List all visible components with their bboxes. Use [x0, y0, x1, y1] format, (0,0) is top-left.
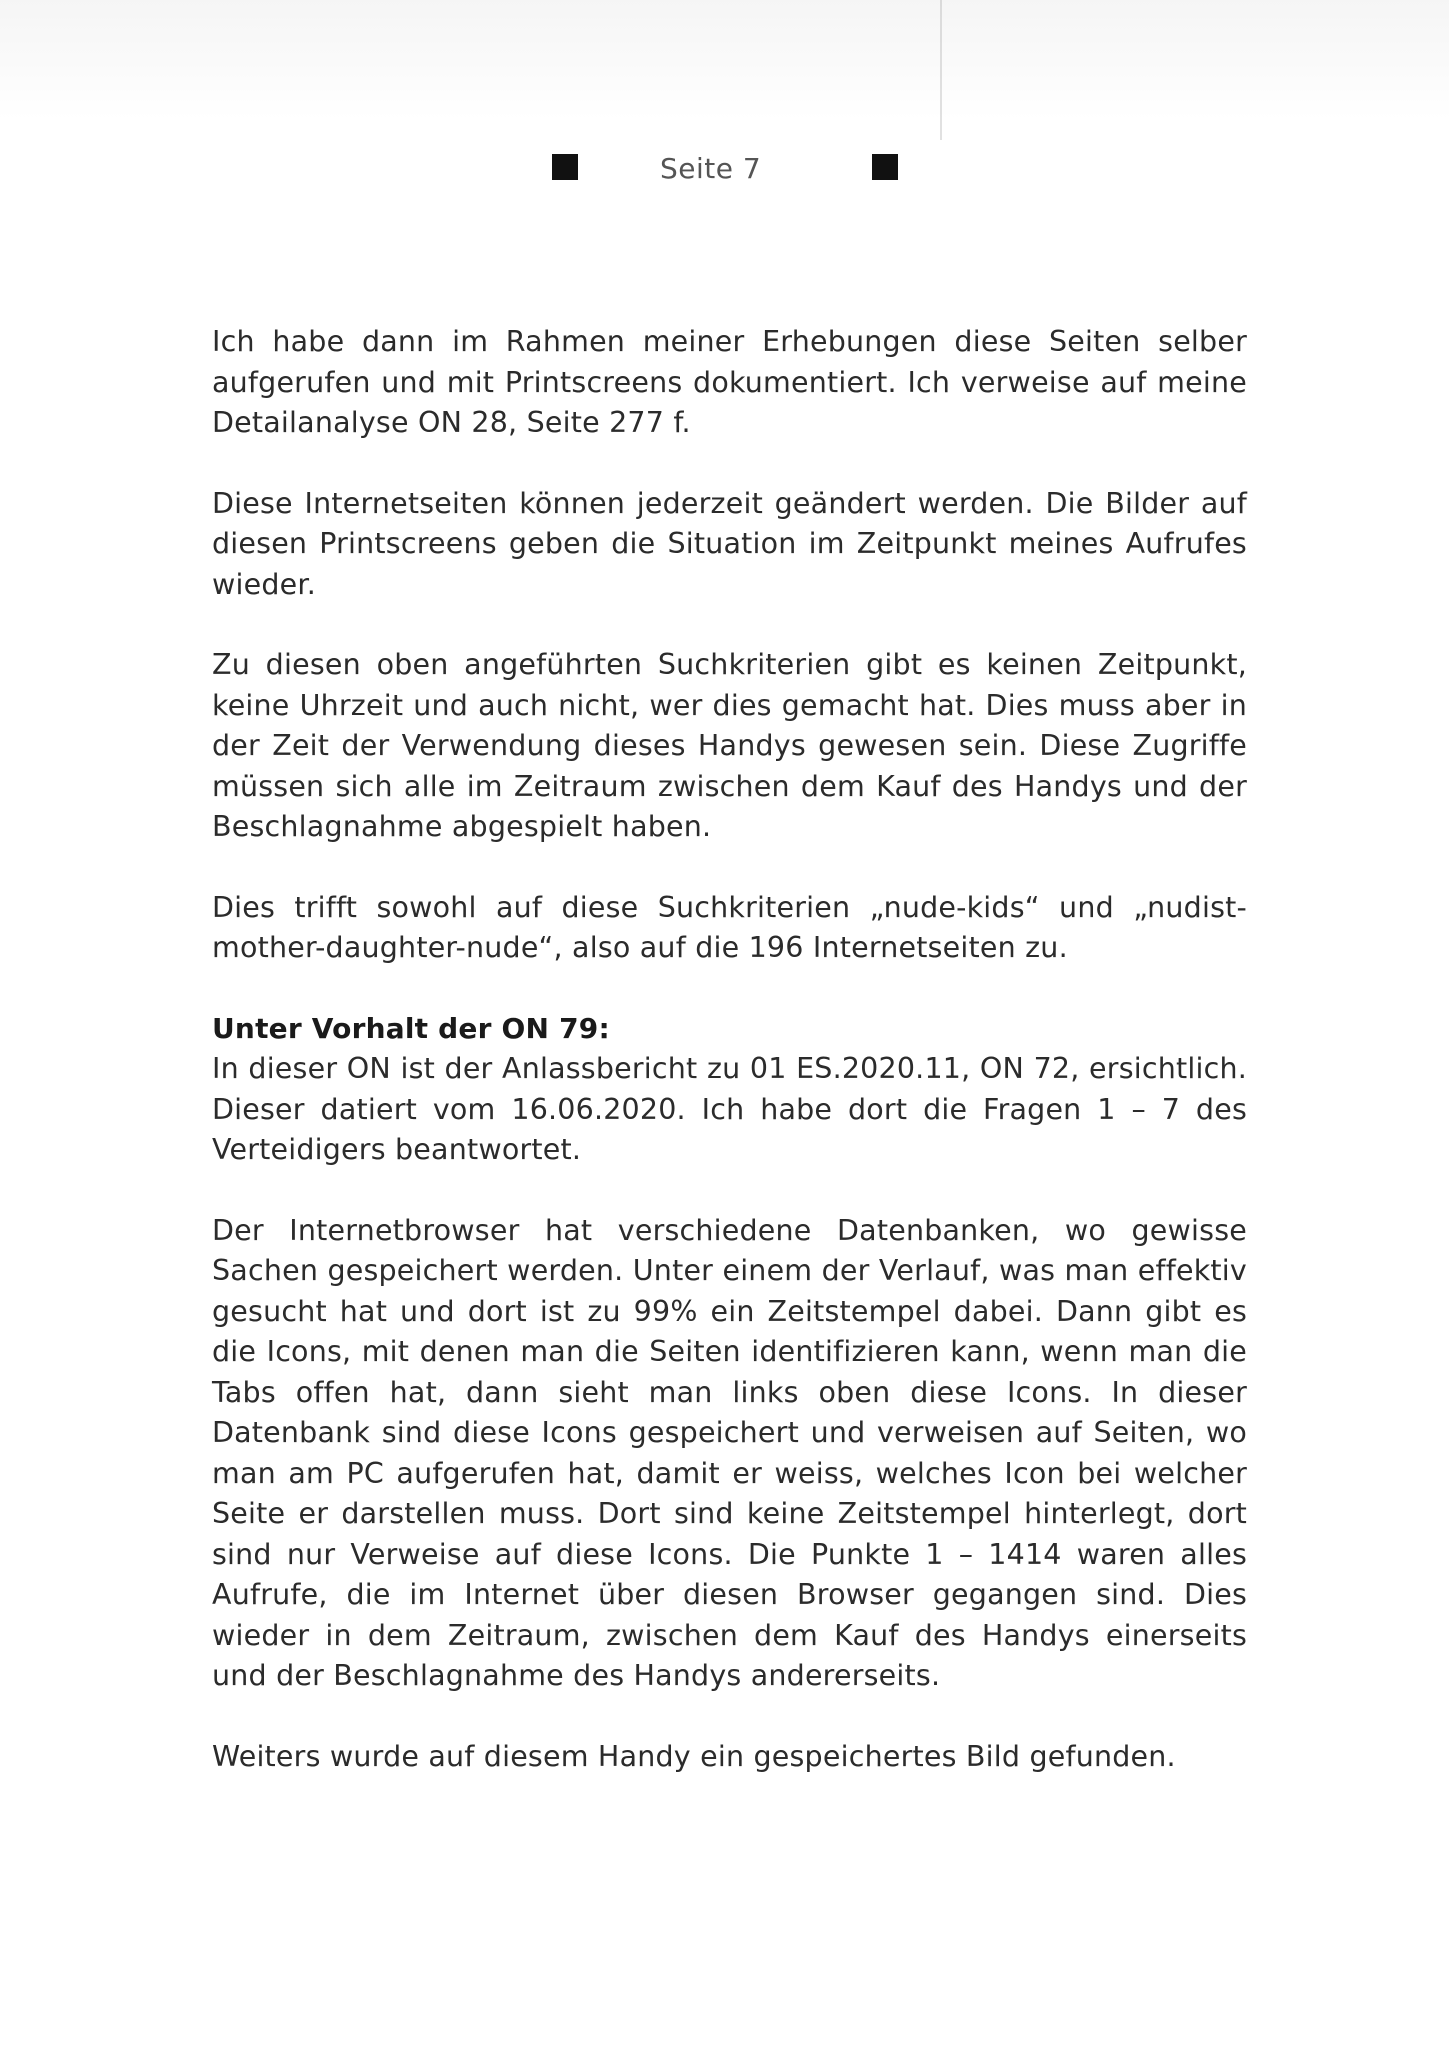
paragraph: Diese Internetseiten können jederzeit geändert werden. Die Bilder auf diesen Printscreens geben die Situation im Zeitpunkt meines Aufrufes wieder.	[212, 486, 1247, 601]
paragraph: Ich habe dann im Rahmen meiner Erhebungen diese Seiten selber aufgerufen und mit Printscreens dokumentiert. Ich verweise auf meine Detailanalyse ON 28, Seite 277 f.	[212, 325, 1247, 439]
paragraph: Dies trifft sowohl auf diese Suchkriterien „nude-kids“ und „nudist-mother-daughter-nude“, also auf die 196 Internetseiten zu.	[212, 890, 1247, 964]
scan-artifact-line	[940, 0, 942, 140]
page-header	[0, 148, 1449, 192]
section-block	[212, 1009, 1247, 1171]
section-text: In dieser ON ist der Anlassbericht zu 01 ES.2020.11, ON 72, ersichtlich. Dieser datiert vom 16.06.2020. Ich habe dort die Fragen 1 – 7 des Verteidigers beantwortet.	[212, 1052, 1247, 1166]
black-square-marker-right	[872, 154, 898, 180]
document-body	[212, 322, 1247, 1777]
section-heading: Unter Vorhalt der ON 79:	[212, 1011, 610, 1045]
paragraph: Der Internetbrowser hat verschiedene Datenbanken, wo gewisse Sachen gespeichert werden. Unter einem der Verlauf, was man effektiv gesucht hat und dort ist zu 99% ein Zeitstempel dabei. Dann gibt es die Icons, mit denen man die Seiten identifizieren kann, wenn man die Tabs offen hat, dann sieht man links oben diese Icons. In dieser Datenbank sind diese Icons gespeichert und verweisen auf Seiten, wo man am PC aufgerufen hat, damit er weiss, welches Icon bei welcher Seite er darstellen muss. Dort sind keine Zeitstempel hinterlegt, dort sind nur Verweise auf diese Icons. Die Punkte 1 – 1414 waren alles Aufrufe, die im Internet über diesen Browser gegangen sind. Dies wieder in dem Zeitraum, zwischen dem Kauf des Handys einerseits und der Beschlagnahme des Handys andererseits.	[212, 1213, 1247, 1692]
black-square-marker-left	[552, 154, 578, 180]
scan-artifact-top	[0, 0, 1449, 120]
paragraph: Zu diesen oben angeführten Suchkriterien gibt es keinen Zeitpunkt, keine Uhrzeit und auch nicht, wer dies gemacht hat. Dies muss aber in der Zeit der Verwendung dieses Handys gewesen sein. Diese Zugriffe müssen sich alle im Zeitraum zwischen dem Kauf des Handys und der Beschlagnahme abgespielt haben.	[212, 648, 1247, 843]
page-number: Seite 7	[660, 152, 762, 185]
paragraph: Weiters wurde auf diesem Handy ein gespeichertes Bild gefunden.	[212, 1739, 1176, 1773]
